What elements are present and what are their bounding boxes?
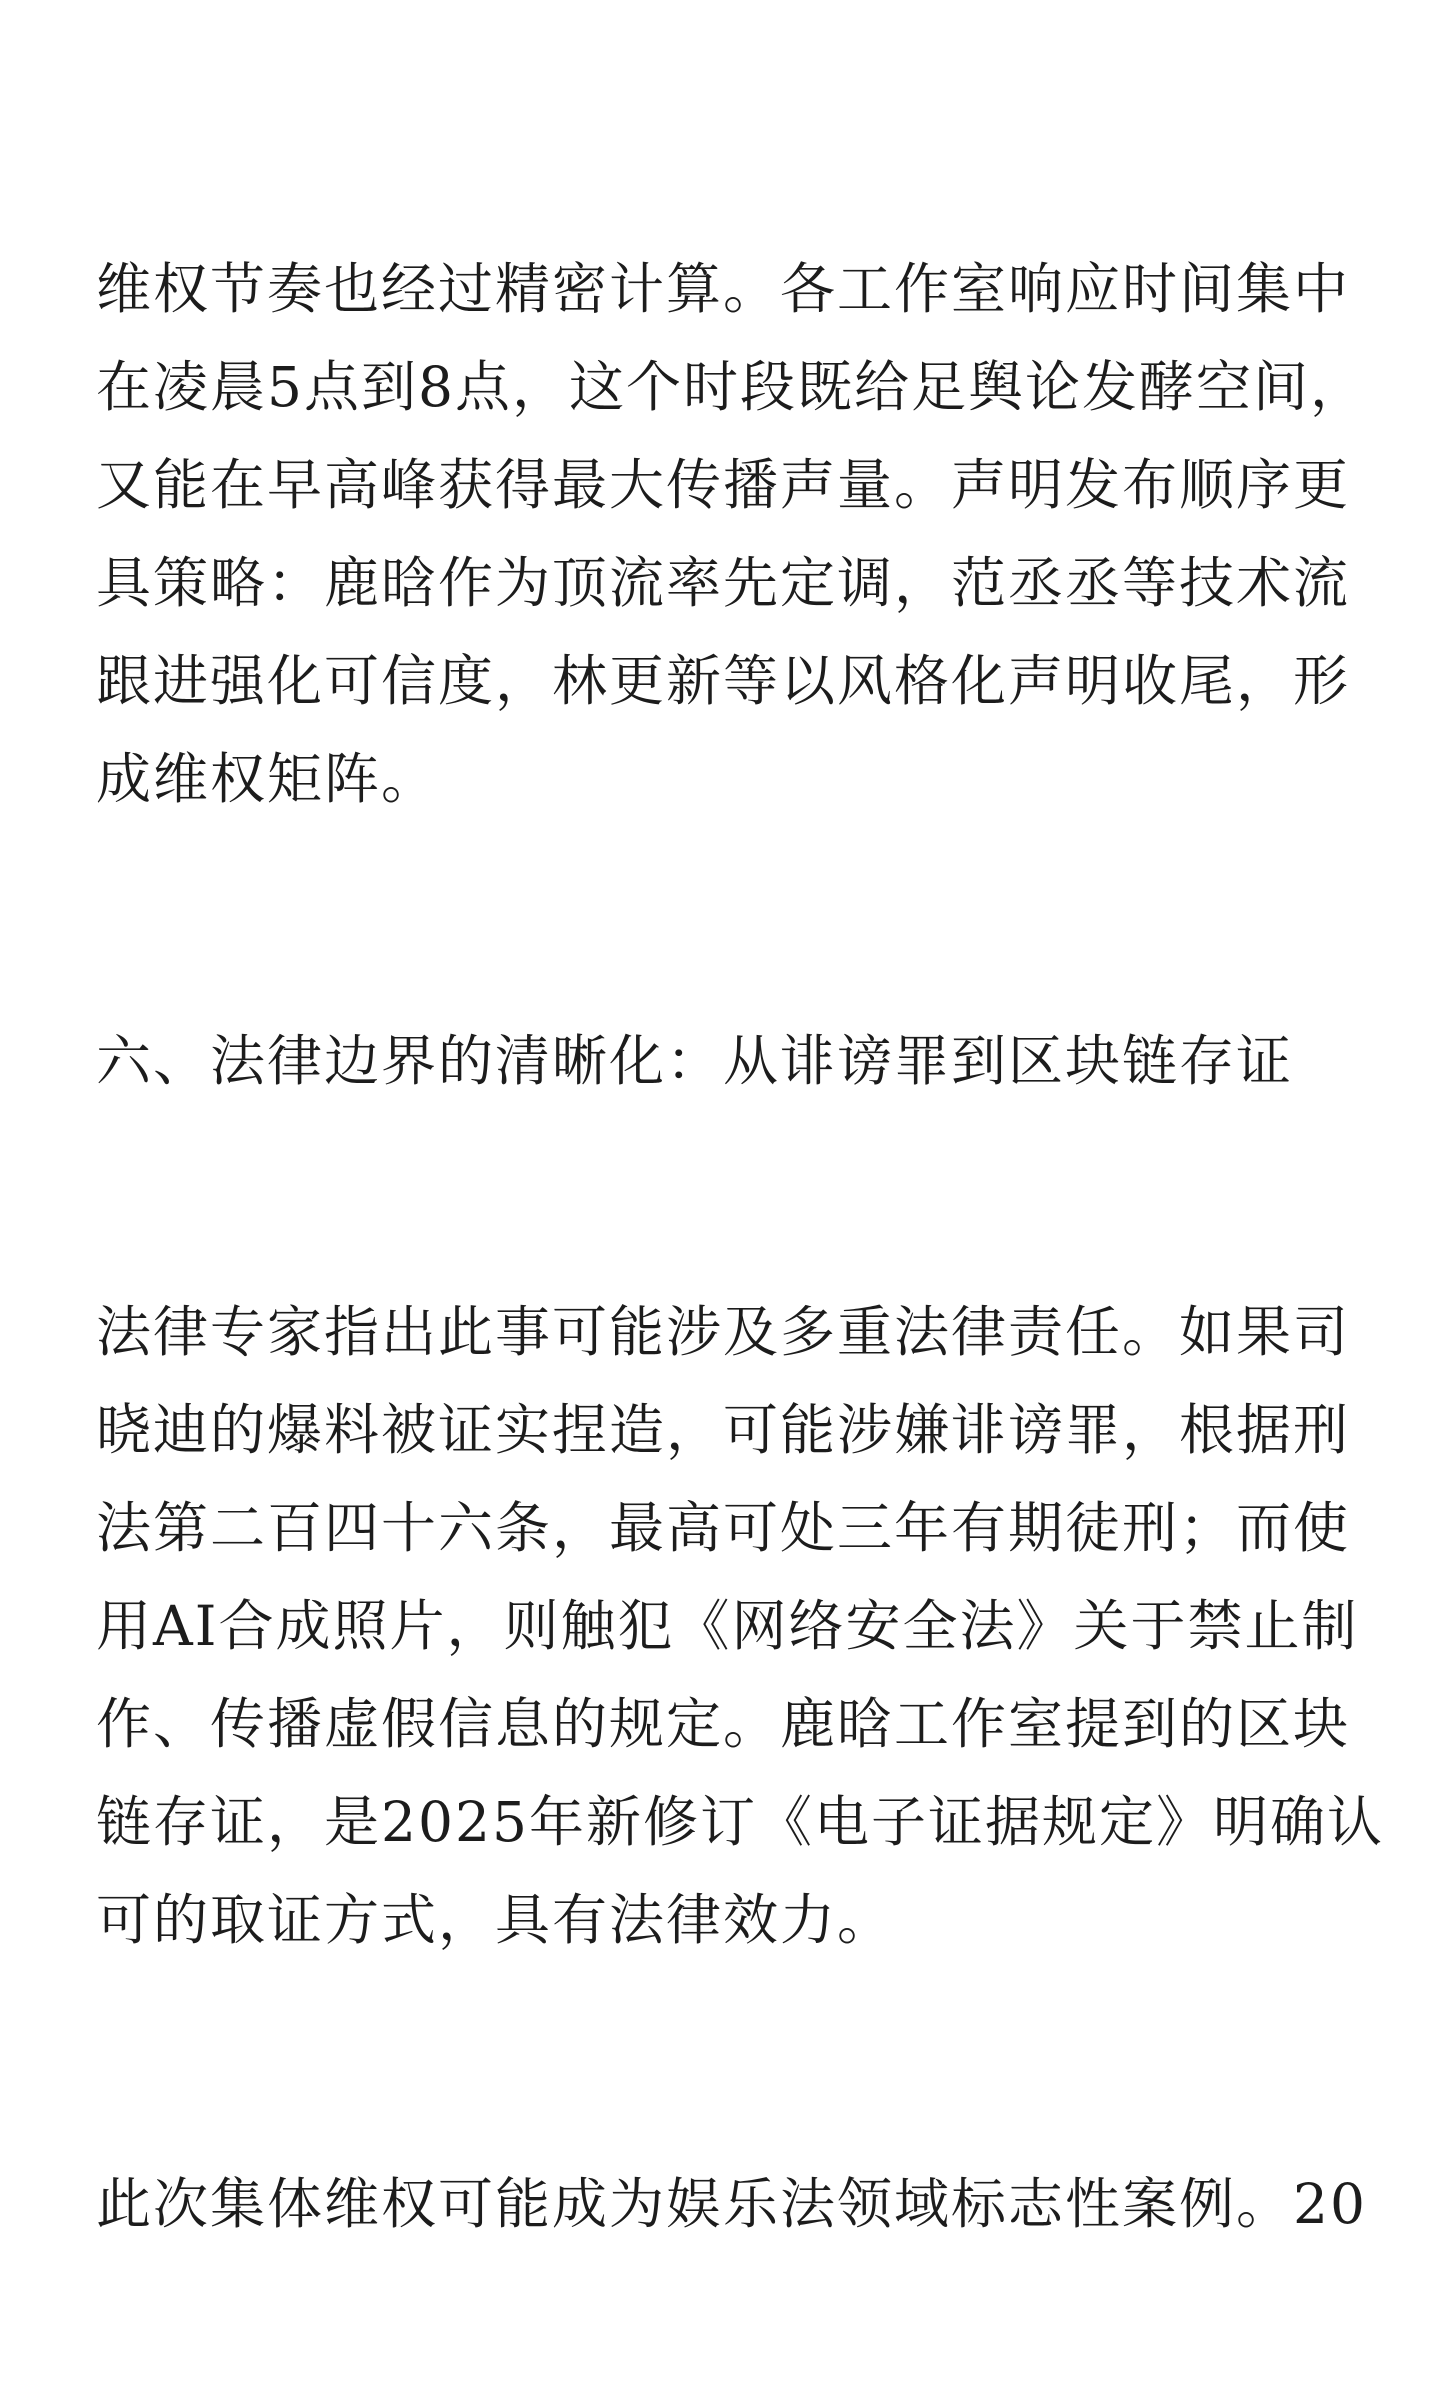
text-line: 晓迪的爆料被证实捏造，可能涉嫌诽谤罪，根据刑	[96, 1398, 1351, 1462]
text-line: 此次集体维权可能成为娱乐法领域标志性案例。20	[96, 2172, 1367, 2236]
text-line: 链存证，是2025年新修订《电子证据规定》明确认	[96, 1790, 1384, 1854]
text-line: 成维权矩阵。	[96, 747, 439, 811]
text-line: 具策略：鹿晗作为顶流率先定调，范丞丞等技术流	[96, 551, 1351, 615]
text-line: 法第二百四十六条，最高可处三年有期徒刑；而使	[96, 1496, 1351, 1560]
text-line: 又能在早高峰获得最大传播声量。声明发布顺序更	[96, 453, 1351, 517]
text-line: 用AI合成照片，则触犯《网络安全法》关于禁止制	[96, 1594, 1359, 1658]
text-line: 维权节奏也经过精密计算。各工作室响应时间集中	[96, 257, 1351, 321]
paragraph-legal-analysis	[96, 1283, 1384, 1969]
text-line: 跟进强化可信度，林更新等以风格化声明收尾，形	[96, 649, 1351, 713]
paragraph-rights-timing	[96, 240, 1367, 828]
text-line: 作、传播虚假信息的规定。鹿晗工作室提到的区块	[96, 1692, 1351, 1756]
text-line: 在凌晨5点到8点，这个时段既给足舆论发酵空间，	[96, 355, 1367, 419]
paragraph-landmark-case	[96, 2155, 1367, 2253]
text-line: 可的取证方式，具有法律效力。	[96, 1888, 895, 1952]
text-line: 法律专家指出此事可能涉及多重法律责任。如果司	[96, 1300, 1351, 1364]
section-heading-legal-boundaries: 六、法律边界的清晰化：从诽谤罪到区块链存证	[96, 1029, 1294, 1093]
